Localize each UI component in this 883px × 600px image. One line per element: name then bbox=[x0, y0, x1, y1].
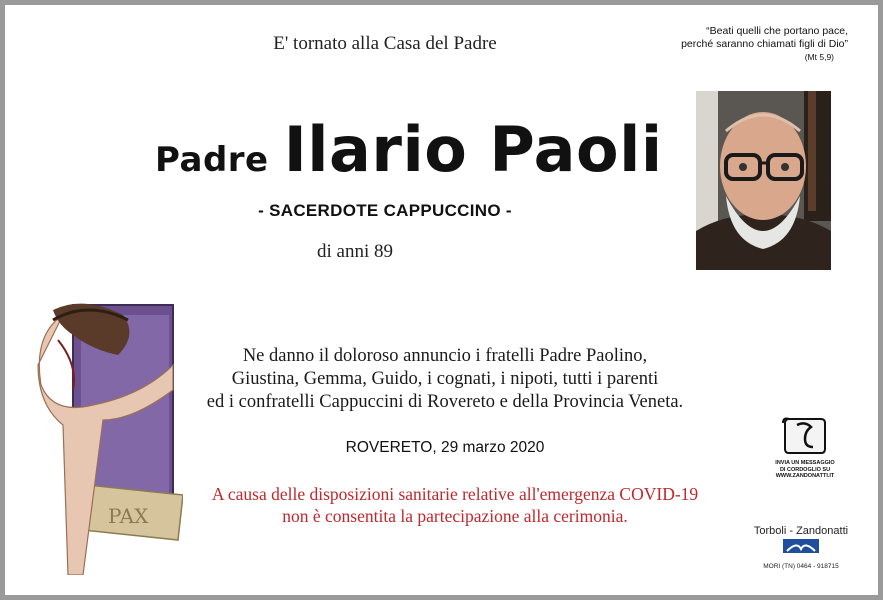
condolence-link[interactable] bbox=[775, 415, 835, 480]
deceased-name-row bbox=[155, 113, 663, 186]
obituary-card bbox=[5, 5, 878, 595]
announcement-line: Ne danno il doloroso annuncio i fratelli Padre Paolino, bbox=[242, 346, 648, 366]
covid-notice bbox=[165, 483, 745, 527]
condolence-line: DI CORDOGLIO SU bbox=[779, 466, 831, 473]
quote-reference: (Mt 5,9) bbox=[804, 52, 834, 62]
condolence-line: INVIA UN MESSAGGIO bbox=[775, 460, 835, 466]
quote-line: “Beati quelli che portano pace, bbox=[706, 25, 848, 37]
inscription-text: PAX bbox=[108, 504, 149, 528]
announcement-line: Giustina, Gemma, Guido, i cognati, i nipoti, tutti i parenti bbox=[231, 369, 659, 389]
bible-quote bbox=[618, 25, 848, 64]
place-date: ROVERETO, 29 marzo 2020 bbox=[345, 439, 545, 456]
deceased-role: - SACERDOTE CAPPUCCINO - bbox=[258, 201, 512, 220]
scroll-icon bbox=[775, 415, 835, 455]
funeral-home-phone: MORI (TN) 0464 - 918715 bbox=[763, 563, 839, 570]
intro-text: E' tornato alla Casa del Padre bbox=[273, 33, 497, 54]
notice-line: non è consentita la partecipazione alla cerimonia. bbox=[282, 506, 628, 526]
bird-logo-icon bbox=[783, 537, 819, 555]
notice-line: A causa delle disposizioni sanitarie relative all'emergenza COVID-19 bbox=[211, 484, 699, 504]
condolence-site: WWW.ZANDONATTI.IT bbox=[775, 473, 835, 479]
funeral-home-name: Torboli - Zandonatti bbox=[753, 525, 849, 537]
funeral-home-logo bbox=[741, 525, 861, 570]
deceased-title: Padre bbox=[155, 140, 269, 180]
deceased-photo bbox=[696, 91, 831, 270]
crucifix-illustration bbox=[33, 295, 183, 575]
deceased-age: di anni 89 bbox=[317, 241, 393, 262]
announcement-text bbox=[165, 345, 725, 414]
announcement-line: ed i confratelli Cappuccini di Rovereto e della Provincia Veneta. bbox=[206, 392, 684, 412]
deceased-name: Ilario Paoli bbox=[283, 113, 663, 186]
quote-line: perché saranno chiamati figli di Dio” bbox=[681, 38, 848, 50]
